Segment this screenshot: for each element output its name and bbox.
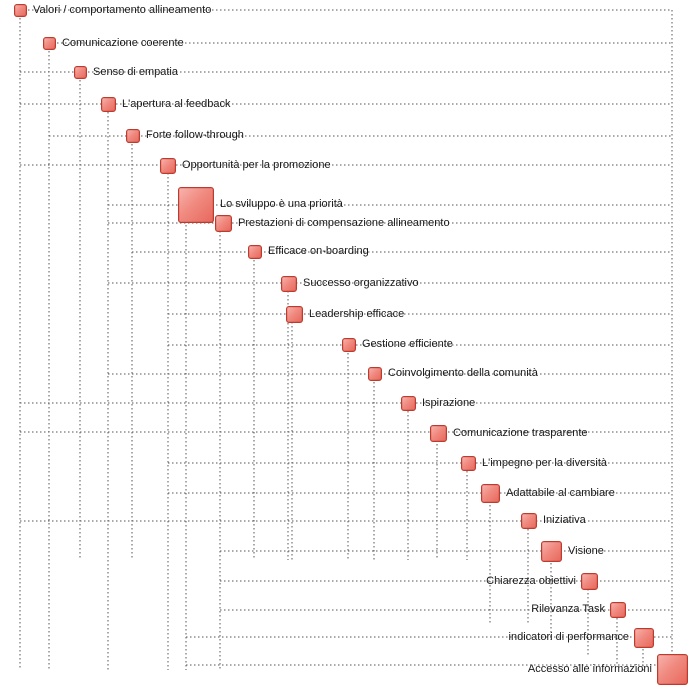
node-label: Gestione efficiente bbox=[362, 338, 453, 350]
node-label: L'impegno per la diversità bbox=[482, 456, 608, 469]
diagram-node[interactable] bbox=[74, 66, 87, 79]
diagram-node[interactable] bbox=[342, 338, 356, 352]
diagram-node[interactable] bbox=[461, 456, 476, 471]
node-label: Coinvolgimento della comunità bbox=[388, 367, 538, 379]
node-label: Efficace on-boarding bbox=[268, 245, 369, 257]
diagram-node[interactable] bbox=[368, 367, 382, 381]
diagram-node[interactable] bbox=[581, 573, 598, 590]
diagram-node[interactable] bbox=[481, 484, 500, 503]
diagram-node[interactable] bbox=[281, 276, 297, 292]
diagram-node[interactable] bbox=[521, 513, 537, 529]
node-label: Rilevanza Task bbox=[531, 603, 605, 615]
diagram-node[interactable] bbox=[178, 187, 214, 223]
node-label: Senso di empatia bbox=[93, 65, 178, 78]
node-label: Leadership efficace bbox=[309, 307, 405, 320]
diagram-node[interactable] bbox=[126, 129, 140, 143]
diagram-node[interactable] bbox=[14, 4, 27, 17]
node-label: Visione bbox=[568, 544, 604, 557]
node-label: indicatori di performance bbox=[508, 631, 629, 643]
diagram-node[interactable] bbox=[430, 425, 447, 442]
node-label: Accesso alle informazioni bbox=[527, 662, 652, 675]
diagram-node[interactable] bbox=[101, 97, 116, 112]
diagram-node[interactable] bbox=[401, 396, 416, 411]
diagram-node[interactable] bbox=[286, 306, 303, 323]
node-label: Valori / comportamento allineamento bbox=[33, 3, 212, 16]
node-label: Ispirazione bbox=[422, 396, 476, 409]
diagram-node[interactable] bbox=[610, 602, 626, 618]
node-label: L'apertura al feedback bbox=[122, 97, 231, 110]
diagram-node[interactable] bbox=[160, 158, 176, 174]
diagram-node[interactable] bbox=[634, 628, 654, 648]
diagram-node[interactable] bbox=[657, 654, 688, 685]
node-label: Opportunità per la promozione bbox=[182, 159, 331, 171]
node-label: Prestazioni di compensazione allineamento bbox=[238, 216, 450, 229]
diagram-node[interactable] bbox=[248, 245, 262, 259]
node-label: Comunicazione coerente bbox=[62, 36, 184, 49]
node-label: Successo organizzativo bbox=[303, 277, 419, 289]
node-label: Adattabile al cambiare bbox=[506, 486, 615, 499]
diagram-node[interactable] bbox=[215, 215, 232, 232]
node-label: Chiarezza obiettivi bbox=[486, 574, 576, 587]
diagram-node[interactable] bbox=[541, 541, 562, 562]
node-label: Forte follow-through bbox=[146, 129, 244, 141]
node-label: Lo sviluppo è una priorità bbox=[220, 198, 343, 210]
node-label: Iniziativa bbox=[543, 514, 586, 526]
diagram-node[interactable] bbox=[43, 37, 56, 50]
node-label: Comunicazione trasparente bbox=[453, 426, 588, 439]
